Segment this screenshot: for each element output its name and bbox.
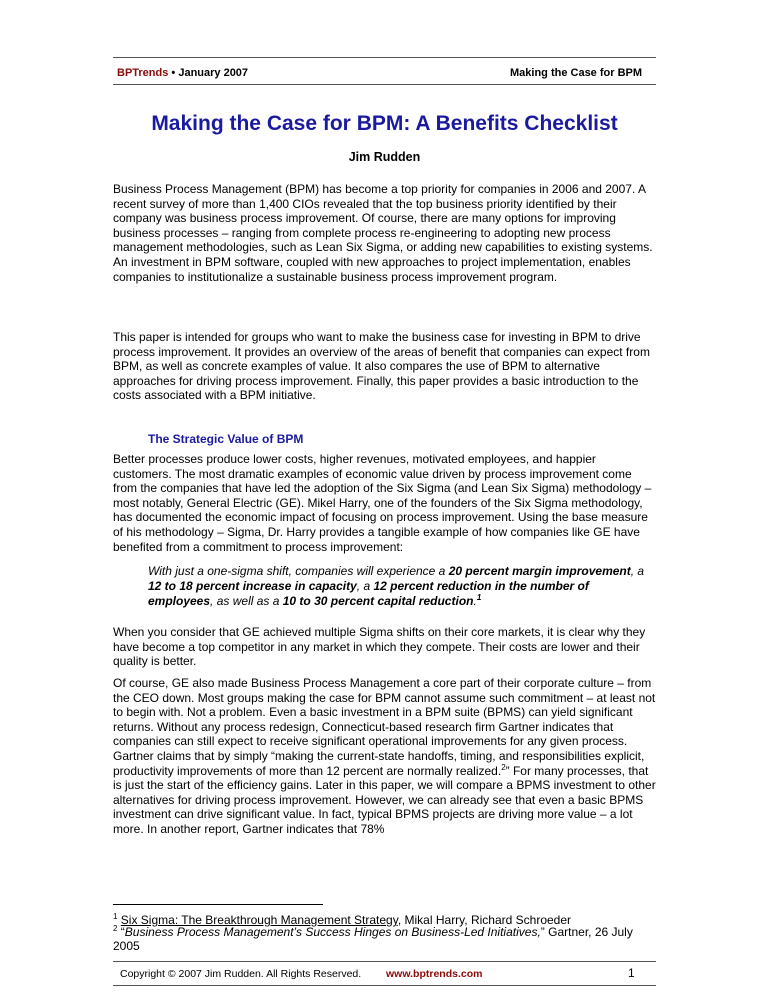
footnote-2-number: 2: [113, 924, 118, 933]
paragraph-bpms-part1: Of course, GE also made Business Process Management a core part of their corporate culture – from the CEO down. Most groups making the case for BPM cannot assume such commitment – at least not to begin with. Not a problem. Even a basic investment in a BPM suite (BPMS) can yield significant returns. Without any process redesign, Connecticut-based research firm Gartner indicates that companies can still expect to receive significant operational improvements for any given process. Gartner claims that by simply “making the current-state handoffs, timing, and responsibilities explicit, productivity improvements of more than 12 percent are normally realized.: [113, 676, 656, 778]
header-brand: BPTrends: [117, 67, 169, 79]
footnote-1-number: 1: [113, 912, 118, 921]
document-title: Making the Case for BPM: A Benefits Checklist: [151, 112, 618, 135]
header-bottom-rule: [113, 84, 656, 85]
footer-bottom-rule: [113, 985, 656, 986]
paragraph-strategic-value: Better processes produce lower costs, higher revenues, motivated employees, and happier customers. The most dramatic examples of economic value driven by process improvement come from the companies that have led the adoption of the Six Sigma (and Lean Six Sigma) methodology – most notably, General Electric (GE). Mikel Harry, one of the founders of the Six Sigma methodology, has documented the economic impact of focusing on process improvement. Using the base measure of his methodology – Sigma, Dr. Harry provides a tangible example of how companies like GE have benefited from a commitment to process improvement:: [113, 452, 652, 554]
page-number: 1: [628, 966, 635, 980]
footnote-2-open-quote: “: [120, 925, 125, 939]
section-heading: The Strategic Value of BPM: [148, 432, 304, 446]
paragraph-bpms: [113, 676, 656, 837]
footnote-1-title: Six Sigma: The Breakthrough Management Strategy: [120, 913, 398, 927]
footnote-2: [113, 925, 656, 953]
footnote-2-title: Business Process Management’s Success Hinges on Business-Led Initiatives,: [124, 925, 541, 939]
footnote-2-details: ” Gartner, 26 July 2005: [113, 925, 633, 953]
footnote-1-details: , Mikal Harry, Richard Schroeder: [397, 913, 572, 927]
header-left: [117, 67, 248, 79]
paragraph-intro: Business Process Management (BPM) has become a top priority for companies in 2006 and 2007. A recent survey of more than 1,400 CIOs revealed that the top business priority identified by their company was business process improvement. Of course, there are many options for improving business processes – ranging from complete process re-engineering to adopting new process management methodologies, such as Lean Six Sigma, or adding new capabilities to existing systems. An investment in BPM software, coupled with new approaches to project implementation, enables companies to institutionalize a sustainable business process improvement program.: [113, 182, 653, 284]
header-top-rule: [113, 57, 656, 58]
document-author: Jim Rudden: [348, 150, 421, 164]
footer-url[interactable]: www.bptrends.com: [386, 968, 483, 980]
quote-block: [148, 564, 656, 609]
quote-highlight: 10 to 30 percent capital reduction: [282, 594, 474, 608]
footnote-ref-1[interactable]: 1: [476, 593, 482, 602]
quote-text: , a: [630, 564, 645, 578]
footer-top-rule: [113, 961, 656, 962]
footnote-separator: [113, 904, 323, 905]
quote-text: .: [473, 594, 477, 608]
header-date: January 2007: [178, 67, 249, 79]
quote-text: , a: [356, 579, 374, 593]
paragraph-ge: When you consider that GE achieved multiple Sigma shifts on their core markets, it is clear why they have become a top competitor in any market in which they compete. Their costs are lower and their quality is better.: [113, 625, 646, 669]
quote-text: , as well as a: [210, 594, 283, 608]
quote-highlight: 12 percent reduction in the number of employees: [148, 579, 589, 608]
paragraph-purpose: This paper is intended for groups who want to make the business case for investing in BPM to drive process improvement. It provides an overview of the areas of benefit that companies can expect from BPM, as well as concrete examples of value. It also compares the use of BPM to alternative approaches for driving process improvement. Finally, this paper provides a basic introduction to the costs associated with a BPM initiative.: [113, 330, 650, 403]
paragraph-bpms-part2: ” For many processes, that is just the start of the efficiency gains. Later in this paper, we will compare a BPMS investment to other alternatives for driving process improvement. However, we can already see that even a basic BPMS investment can drive significant value. In fact, typical BPMS projects are driving more value – a lot more. In another report, Gartner indicates that 78%: [113, 763, 656, 836]
header-running-title: Making the Case for BPM: [510, 67, 643, 79]
footnote-ref-2[interactable]: 2: [501, 762, 506, 772]
quote-highlight: 12 to 18 percent increase in capacity: [148, 579, 357, 593]
quote-text: With just a one-sigma shift, companies will experience a: [148, 564, 449, 578]
header-separator: •: [168, 67, 179, 79]
quote-highlight: 20 percent margin improvement: [448, 564, 631, 578]
footer-copyright: Copyright © 2007 Jim Rudden. All Rights Reserved.: [120, 968, 362, 980]
